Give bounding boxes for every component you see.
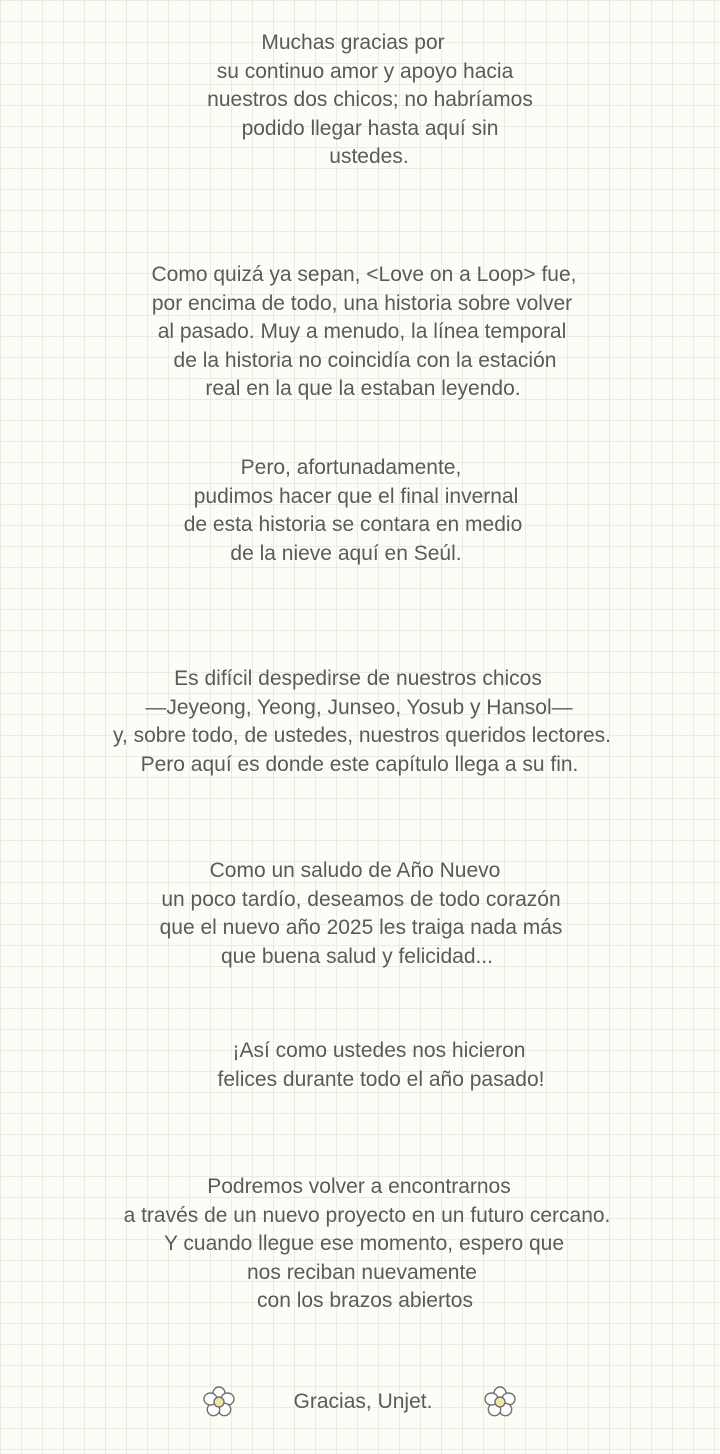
text-line: ¡Así como ustedes nos hicieron — [232, 1039, 526, 1062]
text-line: y, sobre todo, de ustedes, nuestros queridos lectores. — [112, 724, 612, 747]
text-line: de la historia no coincidía con la estación — [173, 348, 557, 372]
text-line: por encima de todo, una historia sobre volver — [151, 291, 573, 315]
text-line: Muchas gracias por — [261, 31, 445, 54]
text-line: ustedes. — [329, 145, 409, 168]
text-line: al pasado. Muy a menudo, la línea temporal — [157, 320, 567, 343]
time-loop-paragraph — [0, 261, 720, 404]
text-line: un poco tardío, deseamos de todo corazón — [161, 887, 561, 911]
text-line: que el nuevo año 2025 les traiga nada más — [159, 916, 563, 939]
signoff-text: Gracias, Unjet. — [293, 1390, 433, 1413]
text-line: con los brazos abiertos — [257, 1289, 473, 1312]
text-line: su continuo amor y apoyo hacia — [216, 59, 514, 83]
text-line: pudimos hacer que el final invernal — [193, 484, 519, 508]
text-line: nuestros dos chicos; no habríamos — [207, 88, 533, 111]
text-line: Como quizá ya sepan, <Love on a Loop> fue, — [151, 263, 577, 286]
flower-icon — [482, 1384, 518, 1420]
text-line: a través de un nuevo proyecto en un futuro cercano. — [123, 1203, 611, 1227]
happiness-paragraph — [0, 1037, 720, 1094]
text-line: Pero, afortunadamente, — [240, 456, 462, 479]
text-line: que buena salud y felicidad... — [220, 944, 494, 968]
text-line: Pero aquí es donde este capítulo llega a su fin. — [140, 752, 579, 776]
text-line: —Jeyeong, Yeong, Junseo, Yosub y Hansol— — [145, 695, 573, 719]
future-project-paragraph — [0, 1173, 720, 1316]
text-line: podido llegar hasta aquí sin — [241, 116, 499, 140]
text-line: Es difícil despedirse de nuestros chicos — [174, 667, 542, 690]
text-line: Podremos volver a encontrarnos — [207, 1175, 511, 1198]
farewell-paragraph — [0, 665, 720, 779]
thanks-paragraph — [0, 29, 720, 172]
winter-ending-paragraph — [0, 454, 720, 568]
text-line: nos reciban nuevamente — [247, 1260, 477, 1284]
signoff — [0, 1384, 720, 1420]
text-line: de esta historia se contara en medio — [183, 513, 523, 536]
text-line: Como un saludo de Año Nuevo — [209, 859, 501, 882]
text-line: real en la que la estaban leyendo. — [205, 377, 521, 400]
text-line: Y cuando llegue ese momento, espero que — [163, 1232, 565, 1255]
text-line: de la nieve aquí en Seúl. — [230, 541, 462, 565]
text-line: felices durante todo el año pasado! — [217, 1067, 545, 1091]
new-year-paragraph — [0, 857, 720, 971]
